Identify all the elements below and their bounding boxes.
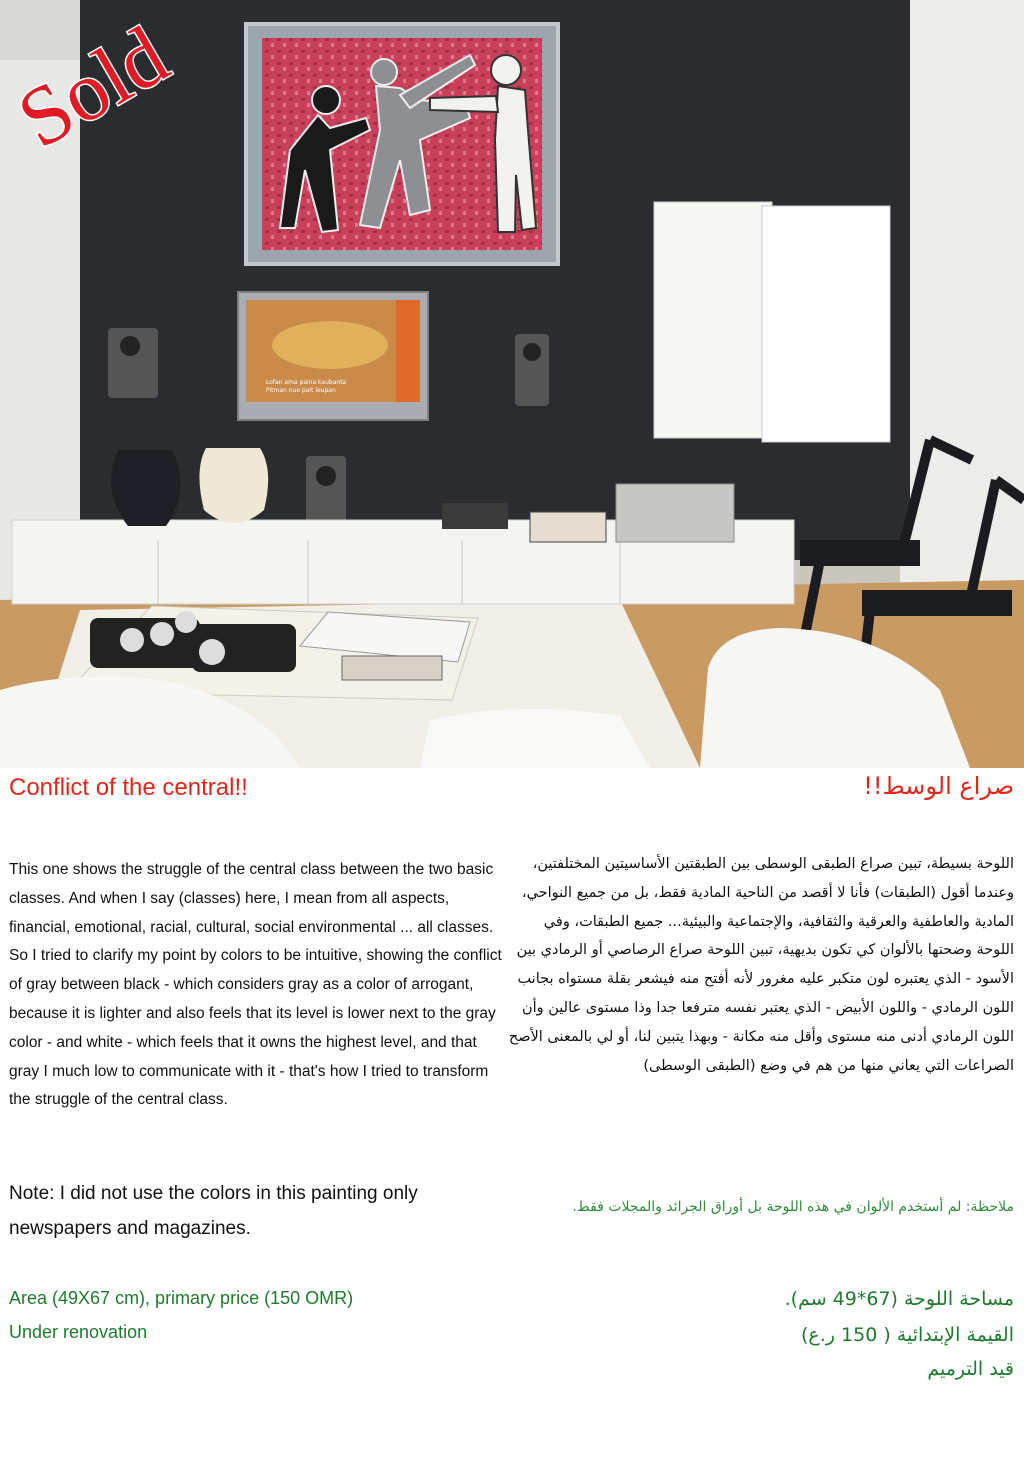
- area-price-english: Area (49X67 cm), primary price (150 OMR): [9, 1288, 354, 1308]
- wall-cabinets: [654, 202, 890, 442]
- status-english: Under renovation: [9, 1322, 148, 1342]
- painting: [246, 24, 558, 264]
- tv-subtitle-line-2: Pitman nuo pait leupan: [266, 387, 336, 394]
- description-arabic: اللوحة بسيطة، تبين صراع الطبقى الوسطى بين الطبقتين الأساسيتين المختلفتين، وعندما أقول (الطبقات) فأنا لا أقصد من الناحية المادية فقط، بل من جميع النواحي، المادية والعاطفية والعرقية والثقافية، والإجتماعية والبيئية... جميع الطبقات، وفي اللوحة وضحتها بالألوان كي تكون بديهية، تبين اللوحة صراع الرصاصي أو الرمادي بين الأسود - الذي يعتبره لون متكبر عليه مغرور لأنه أفتح منه فيشعر بقلة مستواه بجانب اللون الرمادي - واللون الأبيض - الذي يعتبر نفسه مترفعا جدا وذا مستوى عالين وأن اللون الرمادي أدنى منه مستوى وأقل منه مكانة - وبهذا يتبين لنا، أو لي بالمعنى الأصح الصراعات التي يعاني منها من هم في وضع (الطبقى الوسطى): [508, 856, 1014, 1074]
- sold-stamp-text: Sold: [3, 8, 183, 167]
- tv-subtitle-line-1: Lofan ama paina kaubanta: [266, 379, 347, 386]
- title-arabic: صراع الوسط!!: [863, 772, 1014, 800]
- television: [238, 292, 428, 420]
- note-arabic: ملاحظة: لم أستخدم الألوان في هذه اللوحة بل أوراق الجرائد والمجلات فقط.: [572, 1199, 1014, 1215]
- sold-stamp: [0, 0, 270, 170]
- status-arabic: قيد الترميم: [927, 1358, 1014, 1380]
- description-english: This one shows the struggle of the central class between the two basic classes. And when I say (classes) here, I mean from all aspects, financial, emotional, racial, cultural, social environmental ... all classes. So I tried to clarify my point by colors to be intuitive, showing the conflict of gray between black - which considers gray as a color of arrogant, because it is lighter and also feels that its level is lower next to the gray color - and white - which feels that it owns the highest level, and that gray I much low to communicate with it - that's how I tried to transform the struggle of the central class.: [9, 861, 502, 1109]
- area-arabic: مساحة اللوحة (67*49 سم).: [784, 1288, 1014, 1310]
- note-english: Note: I did not use the colors in this painting only newspapers and magazines.: [9, 1183, 418, 1239]
- price-arabic: القيمة الإبتدائية ( 150 ر.ع): [801, 1324, 1014, 1346]
- title-english: Conflict of the central!!: [9, 774, 248, 801]
